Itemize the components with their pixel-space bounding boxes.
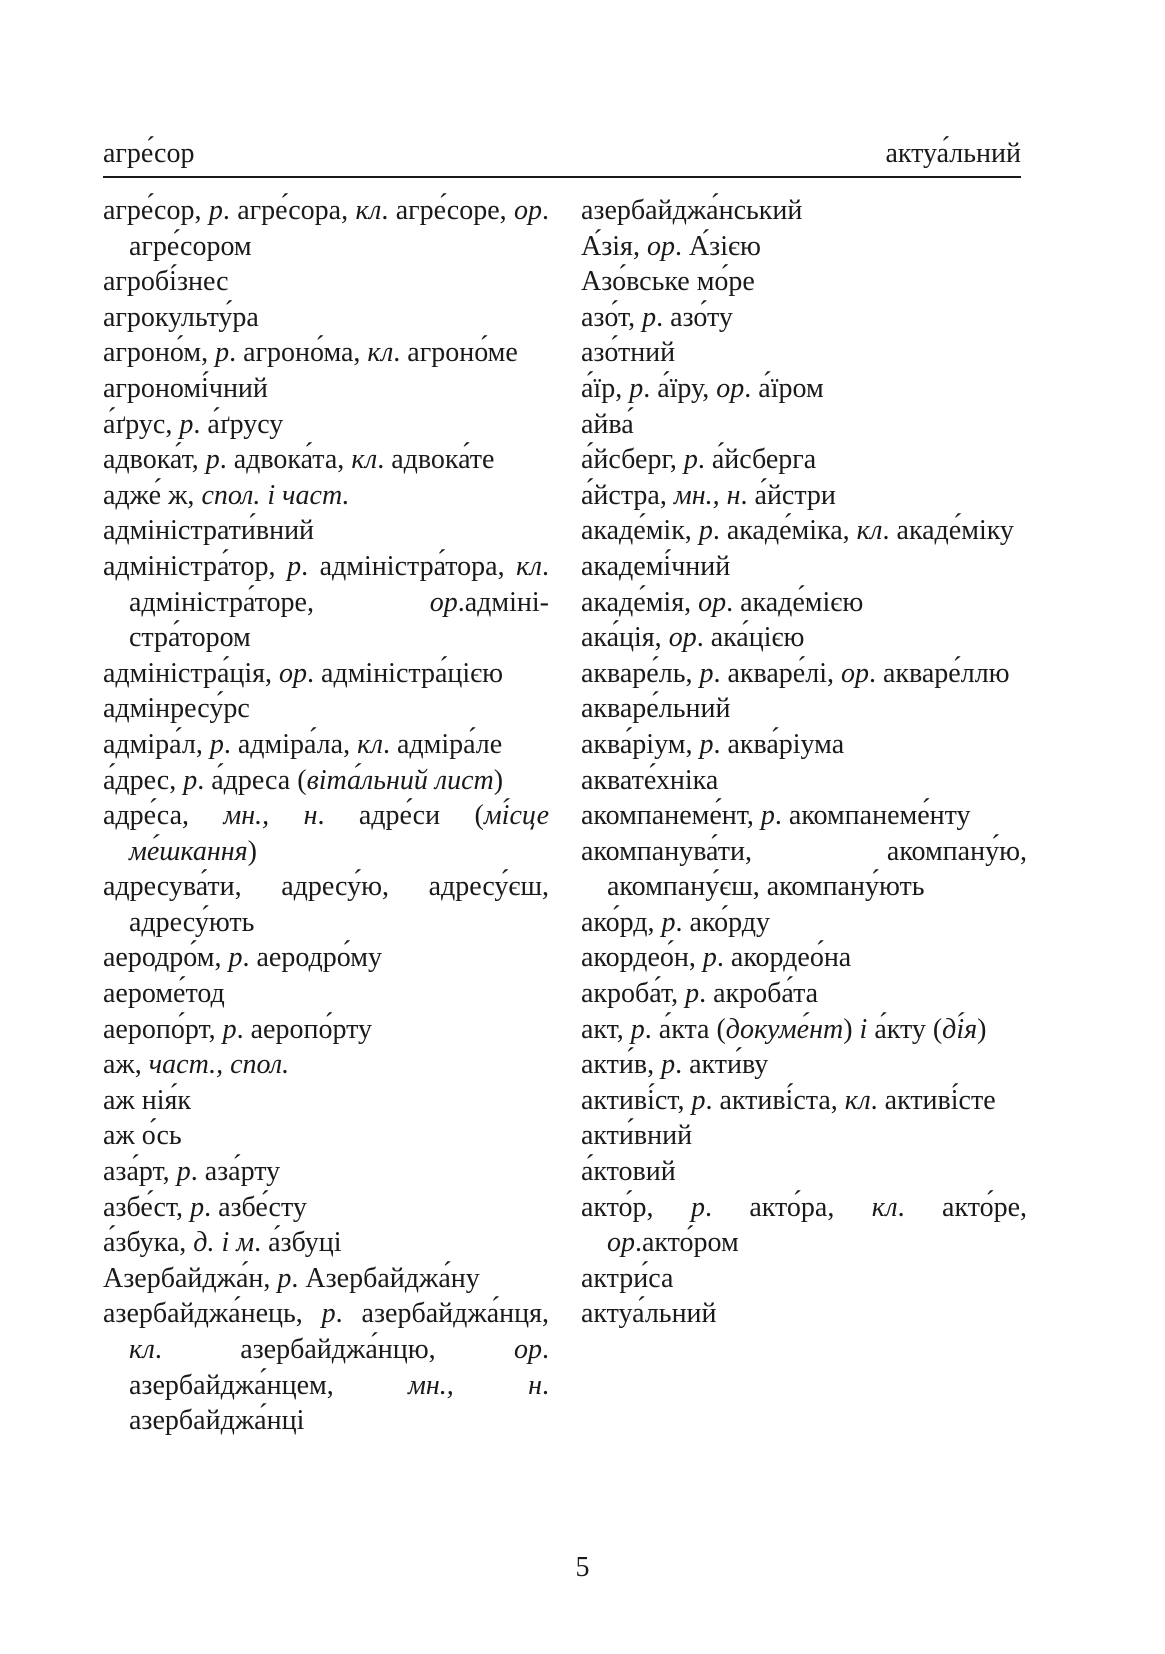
entry-text: .адміністра́тором (129, 586, 549, 654)
entry-text: . а́їром (744, 372, 824, 404)
grammar-label: ор (716, 372, 745, 404)
entry-text: . а́ґрусу (193, 408, 284, 440)
dictionary-entry (103, 798, 549, 869)
entry-text: аж, (103, 1049, 149, 1081)
dictionary-entry (103, 940, 549, 976)
grammar-label: р (205, 444, 220, 476)
right-guide-word: актуа́льний (885, 138, 1021, 169)
grammar-label: р (179, 408, 194, 440)
dictionary-entry (103, 976, 549, 1012)
entry-text: . азербайджа́нцем, (129, 1334, 549, 1401)
dictionary-entry (103, 1118, 549, 1154)
entry-text: агрономі́чний (103, 372, 268, 404)
entry-text: акордео́н, (581, 942, 703, 974)
dictionary-entry (103, 1225, 549, 1261)
grammar-label: кл (844, 1084, 871, 1116)
entry-text: . акваре́ллю (868, 657, 1010, 689)
entry-text: . акаде́мією (726, 586, 864, 618)
grammar-label: кл (856, 515, 883, 547)
entry-text: а́ґрус, (103, 408, 180, 440)
grammar-label: р (661, 1049, 676, 1081)
entry-text: . ако́рду (675, 906, 770, 938)
dictionary-entry (581, 656, 1027, 692)
entry-text: акваре́ль, (581, 657, 700, 689)
entry-text: . адвока́те (377, 444, 495, 476)
entry-text: . аква́ріума (713, 728, 845, 760)
dictionary-entry (103, 1296, 549, 1438)
entry-text: а́збука, (103, 1227, 194, 1259)
entry-text: . адміністра́тора, (301, 550, 517, 582)
dictionary-entry (581, 620, 1027, 656)
grammar-label: докуме́нт (725, 1013, 844, 1045)
dictionary-entry (581, 798, 1027, 834)
entry-text: аеродро́м, (103, 942, 229, 974)
grammar-label: р (222, 1013, 237, 1045)
dictionary-entry (103, 1261, 549, 1297)
dictionary-entry (581, 371, 1027, 407)
grammar-label: д. і м (193, 1227, 255, 1259)
dictionary-entry (103, 1154, 549, 1190)
grammar-label: мі́сце ме́шкання (129, 800, 550, 867)
grammar-label: р (690, 1191, 705, 1223)
dictionary-entry (103, 549, 549, 656)
grammar-label: ор (668, 622, 697, 654)
dictionary-entry (581, 513, 1027, 549)
grammar-label: част., спол. (148, 1049, 290, 1081)
entry-text: . адміністра́цією (307, 657, 504, 689)
entry-text: . а́їру, (643, 372, 717, 404)
entry-text: аквате́хніка (581, 764, 719, 796)
entry-text: аж нія́к (103, 1084, 192, 1116)
dictionary-entry (581, 976, 1027, 1012)
dictionary-entry (103, 691, 549, 727)
entry-text: азо́тний (581, 337, 676, 369)
dictionary-entry (103, 513, 549, 549)
entry-text: аква́ріум, (581, 728, 700, 760)
dictionary-entry (103, 300, 549, 336)
grammar-label: кл (351, 444, 378, 476)
dictionary-entry (581, 1261, 1027, 1297)
dictionary-entry (103, 1012, 549, 1048)
grammar-label: ор (514, 1334, 542, 1365)
entry-text: . Азербайджа́ну (291, 1262, 480, 1294)
grammar-label: р (321, 1298, 336, 1330)
entry-text: акомпанува́ти, акомпану́ю, акомпану́єш, акомпану́ють (581, 835, 1027, 903)
dictionary-entry (103, 656, 549, 692)
dictionary-entry (581, 1083, 1027, 1119)
dictionary-entry (581, 905, 1027, 941)
running-header (103, 136, 1021, 178)
grammar-label: спол. і част. (201, 479, 350, 511)
entry-text: агроно́м, (103, 337, 216, 369)
entry-text: ) (977, 1013, 987, 1045)
grammar-label: р (209, 728, 224, 760)
entry-text: адміністра́ція, (103, 657, 280, 689)
dictionary-entry (103, 1190, 549, 1226)
entry-text: . аеропо́рту (236, 1013, 372, 1045)
entry-text: Азо́вське мо́ре (581, 266, 755, 298)
entry-text: а́йсберг, (581, 444, 684, 476)
grammar-label: віта́льний лист (306, 764, 494, 796)
entry-text: . акто́ре, (897, 1191, 1027, 1223)
entry-text: . агроно́ме (393, 337, 518, 369)
entry-text: . адвока́та, (219, 444, 352, 476)
dictionary-entry (581, 1296, 1027, 1332)
entry-text: . акваре́лі, (713, 657, 841, 689)
entry-text: акт, (581, 1013, 631, 1045)
dictionary-entry (581, 335, 1027, 371)
dictionary-entry (581, 585, 1027, 621)
grammar-label: ор (514, 195, 542, 226)
entry-text: акто́р, (581, 1191, 691, 1223)
entry-text: . акаде́міка, (712, 515, 857, 547)
entry-text: актри́са (581, 1262, 674, 1294)
grammar-label: р (183, 764, 198, 796)
grammar-label: р (691, 1084, 706, 1116)
entry-text: . а́дреса ( (197, 764, 307, 796)
grammar-label: р (699, 728, 714, 760)
dictionary-entry (581, 300, 1027, 336)
entry-text: . адміра́ле (382, 728, 503, 760)
grammar-label: р (661, 906, 676, 938)
dictionary-entry (581, 264, 1027, 300)
entry-text: .акто́ром (635, 1227, 739, 1259)
entry-text: . а́збуці (254, 1227, 342, 1259)
entry-text: адмінресу́рс (103, 693, 250, 725)
left-column (103, 193, 549, 1439)
right-column (581, 193, 1027, 1332)
grammar-label: р (629, 372, 644, 404)
dictionary-entry (103, 264, 549, 300)
entry-text: аеропо́рт, (103, 1013, 223, 1045)
grammar-label: кл (367, 337, 394, 369)
entry-text: акаде́мія, (581, 586, 699, 618)
entry-text: . активі́ста, (705, 1084, 845, 1116)
entry-text: . акти́ву (675, 1049, 769, 1081)
dictionary-entry (581, 691, 1027, 727)
entry-text: аж о́сь (103, 1120, 182, 1152)
grammar-label: р (215, 337, 230, 369)
entry-text: азо́т, (581, 301, 643, 333)
left-guide-word: агре́сор (103, 138, 195, 169)
dictionary-entry (581, 549, 1027, 585)
entry-text: . адре́си ( (317, 800, 484, 832)
grammar-label: ді́я (942, 1013, 978, 1045)
entry-text: . акаде́міку (882, 515, 1014, 547)
grammar-label: р (699, 657, 714, 689)
dictionary-entry (581, 1012, 1027, 1048)
entry-text: . азербайджа́нця, (335, 1298, 549, 1330)
grammar-label: р (190, 1191, 205, 1223)
grammar-label: р (685, 978, 700, 1010)
grammar-label: і (859, 1013, 868, 1045)
entry-text: . аеродро́му (242, 942, 382, 974)
grammar-label: р (176, 1156, 191, 1188)
entry-text: акти́в, (581, 1049, 662, 1081)
entry-text: . акомпанеме́нту (774, 800, 971, 832)
dictionary-entry (581, 1154, 1027, 1190)
dictionary-entry (581, 193, 1027, 229)
entry-text: азербайджа́нець, (103, 1298, 322, 1330)
entry-text: . азо́ту (656, 301, 733, 333)
grammar-label: р (277, 1262, 292, 1294)
dictionary-entry (581, 478, 1027, 514)
grammar-label: кл (129, 1334, 155, 1365)
grammar-label: р (228, 942, 243, 974)
entry-text: а́йстра, (581, 479, 674, 511)
entry-text: азербайджа́нський (581, 195, 803, 226)
dictionary-entry (581, 407, 1027, 443)
entry-text: . акордео́на (716, 942, 852, 974)
entry-text: . а́йстри (740, 479, 836, 511)
entry-text: активі́ст, (581, 1084, 692, 1116)
entry-text: . адміра́ла, (223, 728, 358, 760)
dictionary-entry (581, 1190, 1027, 1261)
entry-text: . агре́соре, (381, 195, 514, 226)
grammar-label: ор (698, 586, 727, 618)
dictionary-entry (103, 1083, 549, 1119)
entry-text: актуа́льний (581, 1298, 717, 1330)
grammar-label: р (683, 444, 698, 476)
dictionary-entry (581, 763, 1027, 799)
entry-text: . а́кта ( (644, 1013, 726, 1045)
grammar-label: р (287, 550, 302, 582)
dictionary-entry (103, 193, 549, 264)
entry-text: акваре́льний (581, 693, 731, 725)
entry-text: А́зія, (581, 230, 647, 262)
grammar-label: р (760, 800, 775, 832)
grammar-label: р (208, 195, 223, 226)
grammar-label: кл (516, 550, 542, 582)
entry-text: агробі́знес (103, 266, 229, 298)
entry-text: академі́чний (581, 550, 731, 582)
dictionary-entry (103, 478, 549, 514)
entry-text: . А́зією (674, 230, 761, 262)
entry-text: . адміністра́торе, (129, 550, 549, 618)
grammar-label: ор (646, 230, 675, 262)
entry-text: акаде́мік, (581, 515, 699, 547)
entry-text: ) (843, 1013, 860, 1045)
dictionary-entry (103, 407, 549, 443)
entry-text: . азбе́сту (204, 1191, 307, 1223)
grammar-label: мн., н (673, 479, 741, 511)
dictionary-entry (581, 229, 1027, 265)
entry-text: а́дрес, (103, 764, 184, 796)
entry-text: . акроба́та (699, 978, 819, 1010)
dictionary-entry (103, 1047, 549, 1083)
entry-text: . азербайджа́нці (129, 1369, 549, 1437)
entry-text: . агроно́ма, (229, 337, 368, 369)
entry-text: . агре́сора, (222, 195, 356, 226)
dictionary-entry (103, 763, 549, 799)
entry-text: аероме́тод (103, 978, 225, 1010)
entry-text: а́ктовий (581, 1156, 676, 1188)
dictionary-entry (581, 727, 1027, 763)
entry-text: а́кту ( (867, 1013, 943, 1045)
entry-text: . акто́ра, (704, 1191, 872, 1223)
grammar-label: кл (357, 728, 383, 760)
entry-text: Азербайджа́н, (103, 1262, 278, 1294)
entry-text: аза́рт, (103, 1156, 177, 1188)
entry-text: акти́вний (581, 1120, 693, 1152)
grammar-label: р (642, 301, 657, 333)
grammar-label: кл (355, 195, 382, 226)
dictionary-entry (103, 371, 549, 407)
grammar-label: р (702, 942, 717, 974)
grammar-label: ор (840, 657, 869, 689)
grammar-label: ор (429, 586, 458, 618)
dictionary-entry (581, 1118, 1027, 1154)
entry-text: адресува́ти, адресу́ю, адресу́єш, адресу́ють (103, 871, 549, 938)
entry-text: акомпанеме́нт, (581, 800, 761, 832)
entry-text: ) (493, 764, 504, 796)
entry-text: . азербайджа́нцю, (154, 1334, 514, 1365)
dictionary-entry (103, 335, 549, 371)
entry-text: . активі́сте (870, 1084, 996, 1116)
grammar-label: ор (279, 657, 308, 689)
page-number: 5 (575, 1552, 590, 1583)
entry-text: агрокульту́ра (103, 301, 259, 333)
entry-text: агре́сор, (103, 195, 209, 226)
dictionary-entry (581, 442, 1027, 478)
entry-text: . аза́рту (190, 1156, 281, 1188)
dictionary-entry (103, 727, 549, 763)
entry-text: адміністрати́вний (103, 515, 315, 547)
grammar-label: р (698, 515, 713, 547)
entry-text: . ака́цією (696, 622, 805, 654)
entry-text: . агре́сором (129, 195, 549, 262)
dictionary-entry (581, 834, 1027, 905)
entry-text: азбе́ст, (103, 1191, 191, 1223)
entry-text: адже́ ж, (103, 479, 202, 511)
grammar-label: мн., н (223, 800, 318, 832)
entry-text: ) (247, 835, 257, 867)
entry-text: айва́ (581, 408, 634, 440)
entry-text: адре́са, (103, 800, 224, 832)
grammar-label: мн., н (408, 1369, 542, 1401)
entry-text: ака́ція, (581, 622, 669, 654)
dictionary-entry (581, 1047, 1027, 1083)
entry-text: акроба́т, (581, 978, 686, 1010)
entry-text: адміра́л, (103, 728, 210, 760)
dictionary-entry (103, 869, 549, 940)
grammar-label: кл (871, 1191, 898, 1223)
entry-text: . а́йсберга (697, 444, 817, 476)
grammar-label: р (630, 1013, 645, 1045)
dictionary-entry (581, 940, 1027, 976)
entry-text: ако́рд, (581, 906, 662, 938)
entry-text: а́їр, (581, 372, 630, 404)
dictionary-entry (103, 442, 549, 478)
grammar-label: ор (607, 1227, 635, 1259)
entry-text: адвока́т, (103, 444, 206, 476)
entry-text: адміністра́тор, (103, 550, 288, 582)
